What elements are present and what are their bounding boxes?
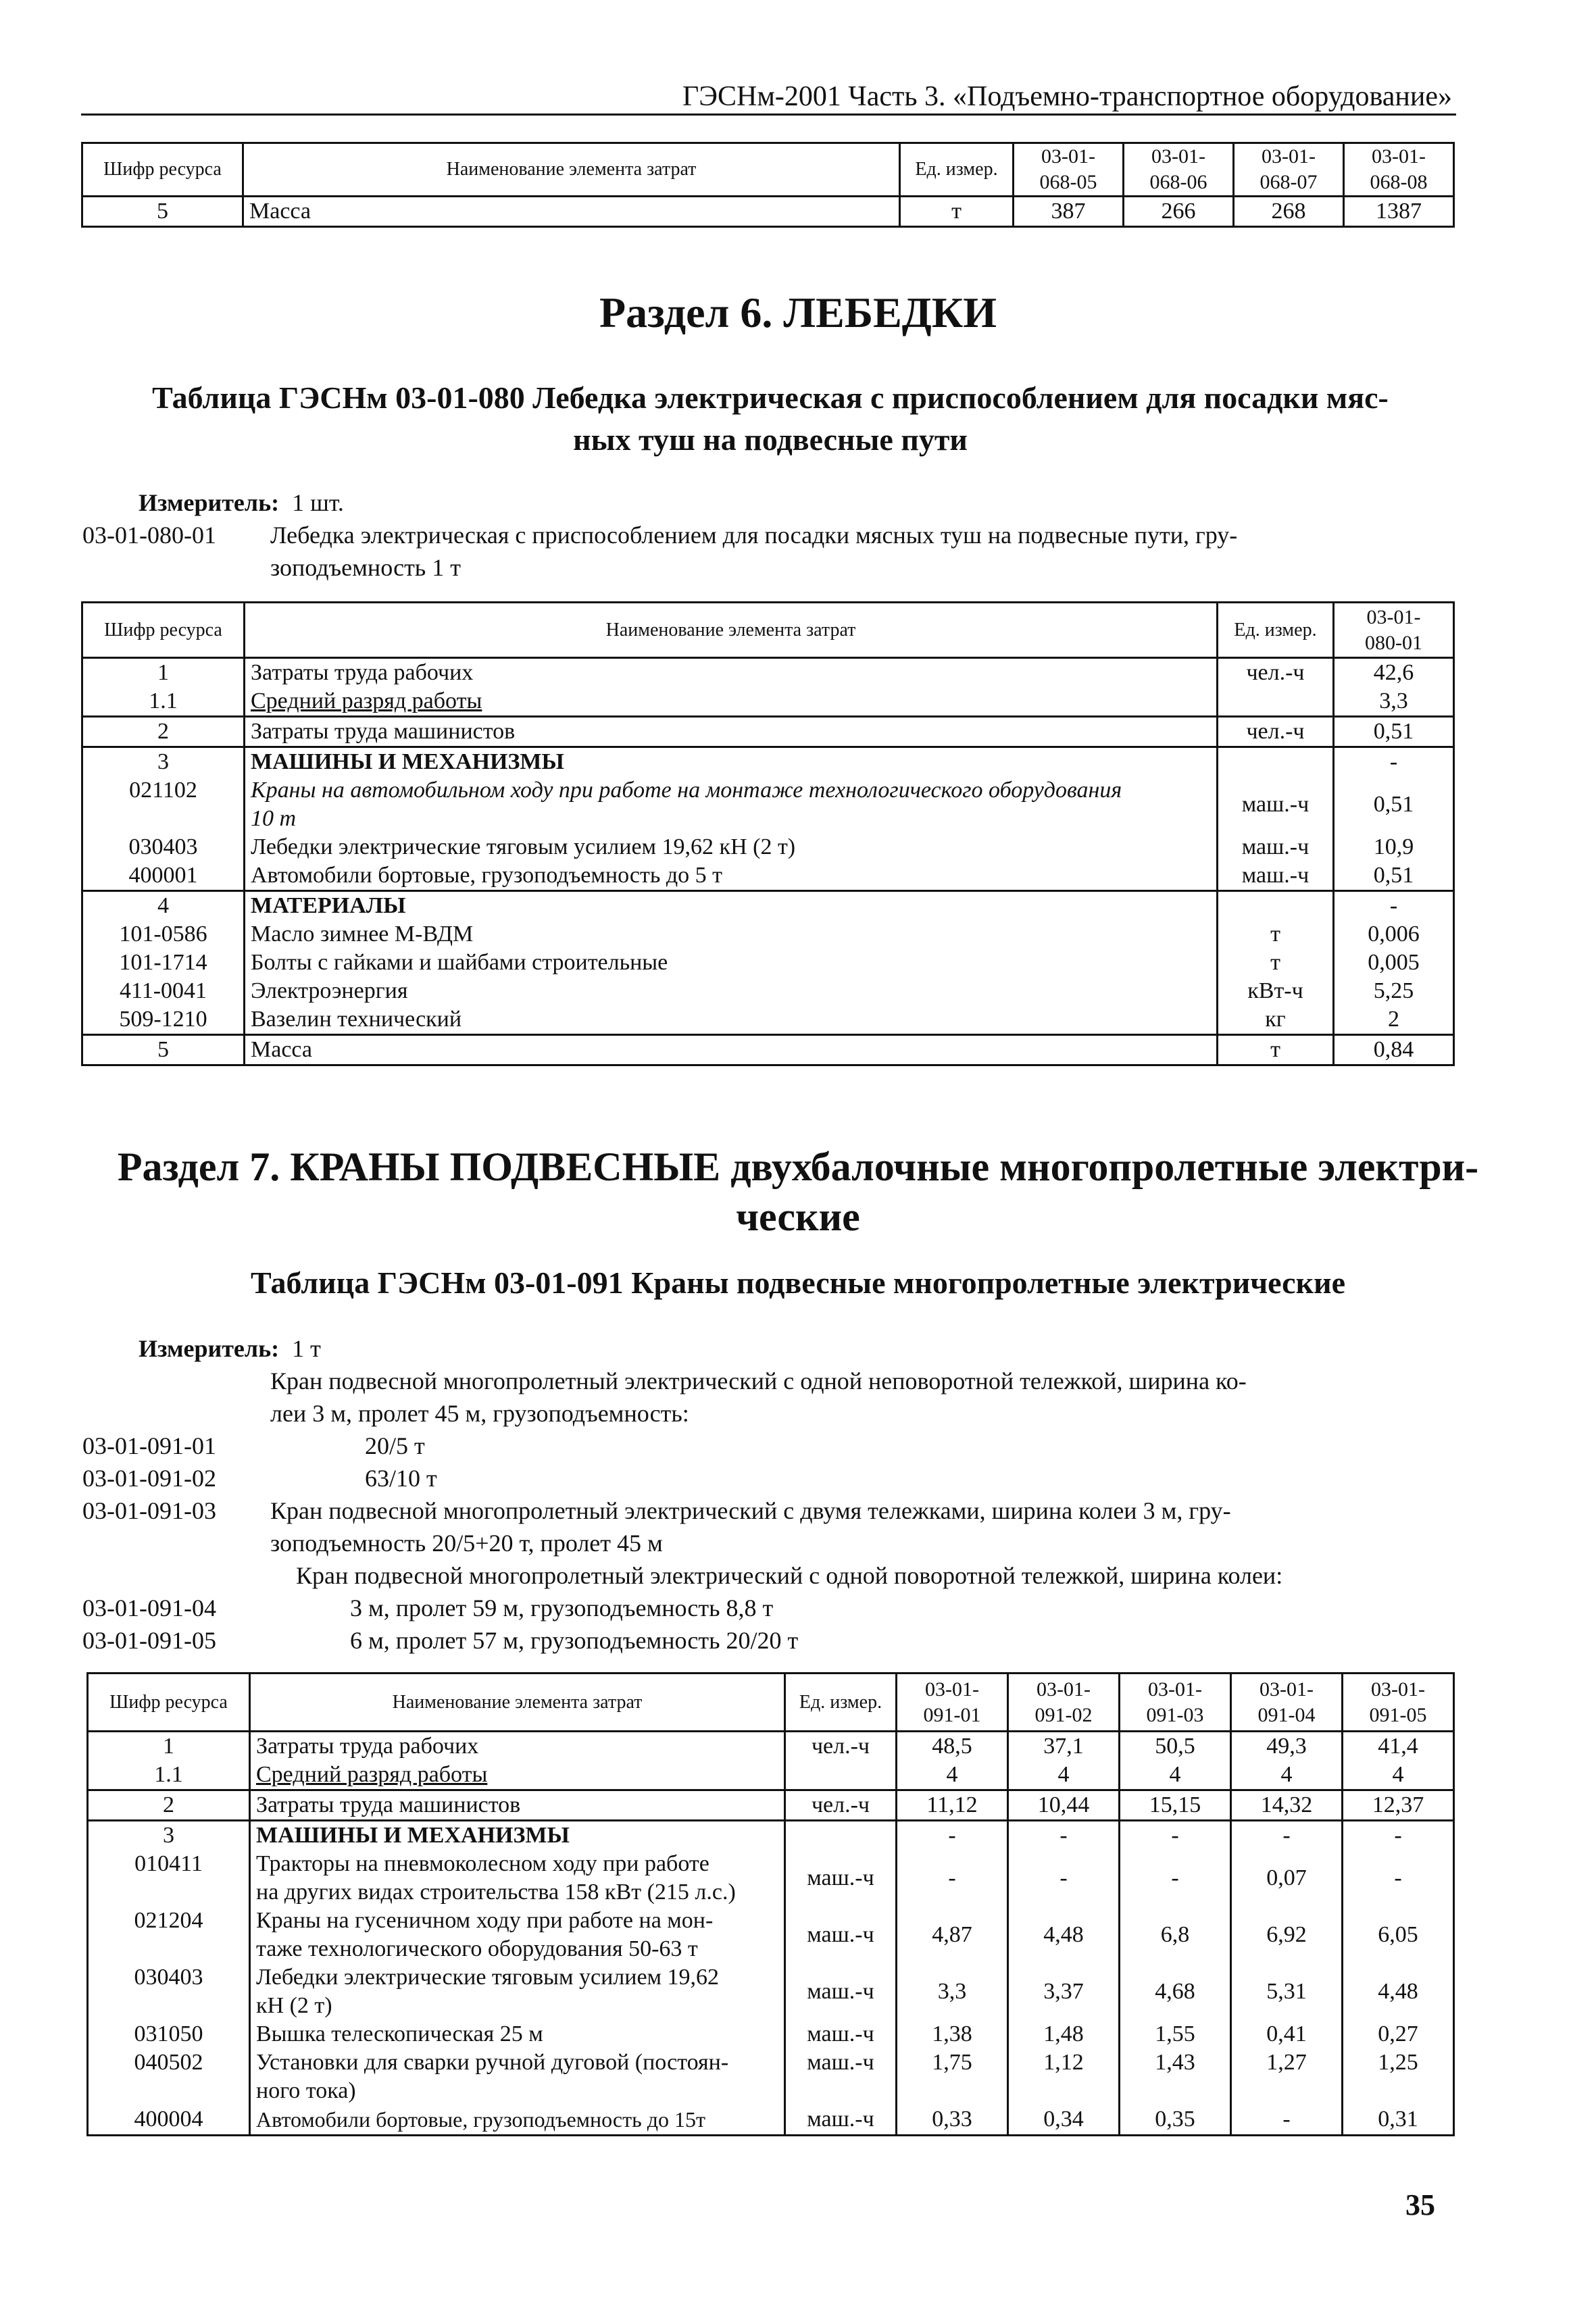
table-row-value: 5,25: [1334, 977, 1454, 1005]
table-row-code: 1: [88, 1732, 250, 1761]
table-row-name: Лебедки электрические тяговым усилием 19,62 кН (2 т): [245, 833, 1218, 861]
table-row-unit: маш.-ч: [785, 1850, 897, 1907]
meter-row: [139, 1332, 321, 1365]
table-row-value: 10,44: [1008, 1790, 1120, 1821]
table-row-value: 3,3: [897, 1963, 1008, 2020]
item-code: 03-01-080-01: [82, 522, 216, 549]
header-code: Шифр ресурса: [82, 143, 243, 197]
table-row-name: Лебедки электрические тяговым усилием 19,62 кН (2 т): [250, 1963, 785, 2020]
header-norm-code: 03-01- 068-08: [1344, 143, 1454, 197]
table-row-value: 0,34: [1008, 2105, 1120, 2135]
table-row-value: 1,48: [1008, 2020, 1120, 2048]
table-row-unit: чел.-ч: [1218, 658, 1334, 688]
table-row-value: 0,51: [1334, 776, 1454, 833]
table-row-name: Масло зимнее М-ВДМ: [245, 920, 1218, 949]
table-row-value: 4: [1008, 1761, 1120, 1790]
table-080-title: Таблица ГЭСНм 03-01-080 Лебедка электрическая с приспособлением для посадки мяс- ных туш на подвесные пути: [152, 380, 1389, 457]
table-row-value: 42,6: [1334, 658, 1454, 688]
table-row-value: 1,12: [1008, 2048, 1120, 2105]
table-row-value: 4,68: [1120, 1963, 1231, 2020]
table-row-value: 12,37: [1343, 1790, 1454, 1821]
header-norm-code: 03-01- 068-07: [1234, 143, 1344, 197]
table-row-value: 37,1: [1008, 1732, 1120, 1761]
table-row-code: 1.1: [88, 1761, 250, 1790]
table-row-value: 10,9: [1334, 833, 1454, 861]
table-091-title: Таблица ГЭСНм 03-01-091 Краны подвесные многопролетные электрические: [250, 1265, 1346, 1300]
item-text: 6 м, пролет 57 м, грузоподъемность 20/20 т: [350, 1627, 799, 1654]
table-row-value: 49,3: [1231, 1732, 1343, 1761]
row-value: 387: [1014, 197, 1124, 227]
table-row-unit: маш.-ч: [1218, 861, 1334, 891]
table-row-value: 0,51: [1334, 717, 1454, 747]
table-row-name: Затраты труда рабочих: [245, 658, 1218, 688]
table-row-value: 15,15: [1120, 1790, 1231, 1821]
table-row-value: 1,43: [1120, 2048, 1231, 2105]
table-row-code: 101-0586: [82, 920, 245, 949]
table-row-value: 0,51: [1334, 861, 1454, 891]
table-091: [86, 1672, 1455, 2136]
table-row-value: 1,75: [897, 2048, 1008, 2105]
table-row-value: -: [1008, 1850, 1120, 1907]
header-norm-code: 03-01- 068-06: [1124, 143, 1234, 197]
meter-row: [139, 486, 344, 519]
table-row-code: 400004: [88, 2105, 250, 2135]
table-row-value: 0,07: [1231, 1850, 1343, 1907]
section-7-title-line2: ческие: [736, 1194, 860, 1239]
table-row-code: 509-1210: [82, 1005, 245, 1035]
table-row-name: МАШИНЫ И МЕХАНИЗМЫ: [245, 747, 1218, 777]
table-row-code: 400001: [82, 861, 245, 891]
header-unit: Ед. измер.: [900, 143, 1014, 197]
header-name: Наименование элемента затрат: [243, 143, 900, 197]
table-row-code: 1.1: [82, 687, 245, 717]
table-row-value: 14,32: [1231, 1790, 1343, 1821]
table-row-code: 030403: [88, 1963, 250, 2020]
table-row-name: Средний разряд работы: [250, 1761, 785, 1790]
table-row-value: -: [1231, 2105, 1343, 2135]
table-row-code: 101-1714: [82, 949, 245, 977]
top-table: [81, 142, 1455, 228]
table-row-value: 4,48: [1343, 1963, 1454, 2020]
table-row-value: 3,37: [1008, 1963, 1120, 2020]
table-row-code: 040502: [88, 2048, 250, 2105]
table-row-name: Болты с гайками и шайбами строительные: [245, 949, 1218, 977]
item-text: 20/5 т: [365, 1432, 425, 1459]
table-row-unit: т: [1218, 1035, 1334, 1065]
table-row-code: 021102: [82, 776, 245, 833]
table-row-code: 030403: [82, 833, 245, 861]
table-row-value: 1,27: [1231, 2048, 1343, 2105]
table-row-value: 1,25: [1343, 2048, 1454, 2105]
table-row-unit: маш.-ч: [1218, 776, 1334, 833]
table-row-code: 3: [88, 1821, 250, 1851]
table-row-value: 48,5: [897, 1732, 1008, 1761]
table-row-name: Вазелин технический: [245, 1005, 1218, 1035]
table-row-unit: т: [1218, 920, 1334, 949]
table-row-unit: [785, 1821, 897, 1851]
table-row-value: -: [1334, 747, 1454, 777]
table-row-unit: маш.-ч: [785, 2048, 897, 2105]
table-row-value: 6,8: [1120, 1907, 1231, 1963]
table-row-value: -: [1343, 1821, 1454, 1851]
table-row-unit: кг: [1218, 1005, 1334, 1035]
table-row-name: Электроэнергия: [245, 977, 1218, 1005]
page-number: 35: [1405, 2188, 1435, 2221]
header-norm-code: 03-01- 091-02: [1008, 1674, 1120, 1732]
table-row-name: Вышка телескопическая 25 м: [250, 2020, 785, 2048]
table-row-value: 11,12: [897, 1790, 1008, 1821]
table-row-name: Краны на гусеничном ходу при работе на мон- таже технологического оборудования 50-63 т: [250, 1907, 785, 1963]
table-row-value: -: [897, 1850, 1008, 1907]
row-unit: т: [900, 197, 1014, 227]
row-code: 5: [82, 197, 243, 227]
table-row-value: 41,4: [1343, 1732, 1454, 1761]
header-unit: Ед. измер.: [1218, 603, 1334, 658]
table-row-value: 0,41: [1231, 2020, 1343, 2048]
item-code: 03-01-091-03: [82, 1497, 216, 1524]
table-row-value: 0,005: [1334, 949, 1454, 977]
table-row-unit: маш.-ч: [785, 2105, 897, 2135]
table-row-value: 6,92: [1231, 1907, 1343, 1963]
header-norm-code: 03-01- 080-01: [1334, 603, 1454, 658]
header-rule: [81, 114, 1456, 116]
row-value: 268: [1234, 197, 1344, 227]
table-row-value: -: [1120, 1850, 1231, 1907]
table-row-unit: маш.-ч: [785, 2020, 897, 2048]
table-row-value: 4: [1120, 1761, 1231, 1790]
table-row-code: 2: [88, 1790, 250, 1821]
table-row-name: Автомобили бортовые, грузоподъемность до 5 т: [245, 861, 1218, 891]
description-1: Кран подвесной многопролетный электрический с одной неповоротной тележкой, ширина ко- леи 3 м, пролет 45 м, грузоподъемность:: [270, 1367, 1247, 1427]
table-row-unit: [785, 1761, 897, 1790]
table-row-unit: маш.-ч: [785, 1963, 897, 2020]
table-row-value: 1,38: [897, 2020, 1008, 2048]
table-row-value: -: [1343, 1850, 1454, 1907]
section-7-title-line1: Раздел 7. КРАНЫ ПОДВЕСНЫЕ двухбалочные многопролетные электри-: [117, 1145, 1479, 1189]
table-row-value: 4: [897, 1761, 1008, 1790]
table-row-value: 0,35: [1120, 2105, 1231, 2135]
header-norm-code: 03-01- 091-04: [1231, 1674, 1343, 1732]
table-row-unit: [1218, 687, 1334, 717]
table-row-code: 411-0041: [82, 977, 245, 1005]
table-row-unit: чел.-ч: [785, 1790, 897, 1821]
table-row-unit: кВт-ч: [1218, 977, 1334, 1005]
table-row-value: -: [1008, 1821, 1120, 1851]
table-row-name: Установки для сварки ручной дуговой (постоян- ного тока): [250, 2048, 785, 2105]
table-row-value: 0,33: [897, 2105, 1008, 2135]
table-row-name: Затраты труда машинистов: [245, 717, 1218, 747]
table-row-code: 031050: [88, 2020, 250, 2048]
table-row-unit: чел.-ч: [1218, 717, 1334, 747]
meter-label: Измеритель:: [139, 1335, 280, 1362]
item-text: 63/10 т: [365, 1465, 437, 1492]
table-row-code: 1: [82, 658, 245, 688]
running-title: ГЭСНм-2001 Часть 3. «Подъемно-транспортное оборудование»: [682, 81, 1452, 112]
table-row-value: -: [1231, 1821, 1343, 1851]
row-name: Масса: [243, 197, 900, 227]
table-row-code: 5: [82, 1035, 245, 1065]
header-name: Наименование элемента затрат: [250, 1674, 785, 1732]
table-row-code: 021204: [88, 1907, 250, 1963]
item-code: 03-01-091-05: [82, 1627, 216, 1654]
table-row-unit: чел.-ч: [785, 1732, 897, 1761]
table-row-value: 4,48: [1008, 1907, 1120, 1963]
table-row-value: -: [897, 1821, 1008, 1851]
section-6-title: Раздел 6. ЛЕБЕДКИ: [599, 288, 997, 336]
table-row-value: 4: [1343, 1761, 1454, 1790]
table-row-code: 010411: [88, 1850, 250, 1907]
table-row-value: 1,55: [1120, 2020, 1231, 2048]
row-value: 266: [1124, 197, 1234, 227]
item-description: Лебедка электрическая с приспособлением для посадки мясных туш на подвесные пути, гру- зоподъемность 1 т: [270, 522, 1238, 581]
table-row-value: -: [1334, 891, 1454, 921]
meter-label: Измеритель:: [139, 489, 280, 516]
table-row-name: Масса: [245, 1035, 1218, 1065]
table-row-unit: т: [1218, 949, 1334, 977]
table-row-value: 0,31: [1343, 2105, 1454, 2135]
header-norm-code: 03-01- 091-03: [1120, 1674, 1231, 1732]
item-text: 3 м, пролет 59 м, грузоподъемность 8,8 т: [350, 1594, 774, 1621]
table-row-name: Средний разряд работы: [245, 687, 1218, 717]
header-code: Шифр ресурса: [88, 1674, 250, 1732]
header-name: Наименование элемента затрат: [245, 603, 1218, 658]
table-row-unit: маш.-ч: [1218, 833, 1334, 861]
table-row-unit: маш.-ч: [785, 1907, 897, 1963]
table-row-value: -: [1120, 1821, 1231, 1851]
item-code: 03-01-091-04: [82, 1594, 216, 1621]
table-row-code: 2: [82, 717, 245, 747]
table-row-name: Автомобили бортовые, грузоподъемность до 15т: [250, 2105, 785, 2135]
table-row-name: МАТЕРИАЛЫ: [245, 891, 1218, 921]
table-row-value: 5,31: [1231, 1963, 1343, 2020]
table-row-code: 3: [82, 747, 245, 777]
table-row-unit: [1218, 891, 1334, 921]
header-norm-code: 03-01- 091-05: [1343, 1674, 1454, 1732]
header-norm-code: 03-01- 068-05: [1014, 143, 1124, 197]
item-text: Кран подвесной многопролетный электрический с двумя тележками, ширина колеи 3 м, гру- зоподъемность 20/5+20 т, пролет 45 м: [270, 1497, 1231, 1557]
item-code: 03-01-091-02: [82, 1465, 216, 1492]
meter-value: 1 шт.: [292, 489, 344, 516]
header-code: Шифр ресурса: [82, 603, 245, 658]
table-row-value: 0,006: [1334, 920, 1454, 949]
table-row-value: 4,87: [897, 1907, 1008, 1963]
header-unit: Ед. измер.: [785, 1674, 897, 1732]
table-row-name: Затраты труда рабочих: [250, 1732, 785, 1761]
item-code: 03-01-091-01: [82, 1432, 216, 1459]
table-row-value: 4: [1231, 1761, 1343, 1790]
table-row-value: 50,5: [1120, 1732, 1231, 1761]
table-row-value: 0,84: [1334, 1035, 1454, 1065]
table-row-name: Краны на автомобильном ходу при работе на монтаже технологического оборудования 10 т: [245, 776, 1218, 833]
meter-value: 1 т: [292, 1335, 321, 1362]
description-2: Кран подвесной многопролетный электрический с одной поворотной тележкой, ширина колеи:: [296, 1562, 1283, 1589]
row-value: 1387: [1344, 197, 1454, 227]
table-row-name: Затраты труда машинистов: [250, 1790, 785, 1821]
table-row-value: 3,3: [1334, 687, 1454, 717]
table-row-name: МАШИНЫ И МЕХАНИЗМЫ: [250, 1821, 785, 1851]
table-row-name: Тракторы на пневмоколесном ходу при работе на других видах строительства 158 кВт (215 л.с.): [250, 1850, 785, 1907]
table-row-code: 4: [82, 891, 245, 921]
table-row-unit: [1218, 747, 1334, 777]
table-row-value: 0,27: [1343, 2020, 1454, 2048]
table-row-value: 2: [1334, 1005, 1454, 1035]
header-norm-code: 03-01- 091-01: [897, 1674, 1008, 1732]
table-row-value: 6,05: [1343, 1907, 1454, 1963]
table-080: [81, 601, 1455, 1066]
